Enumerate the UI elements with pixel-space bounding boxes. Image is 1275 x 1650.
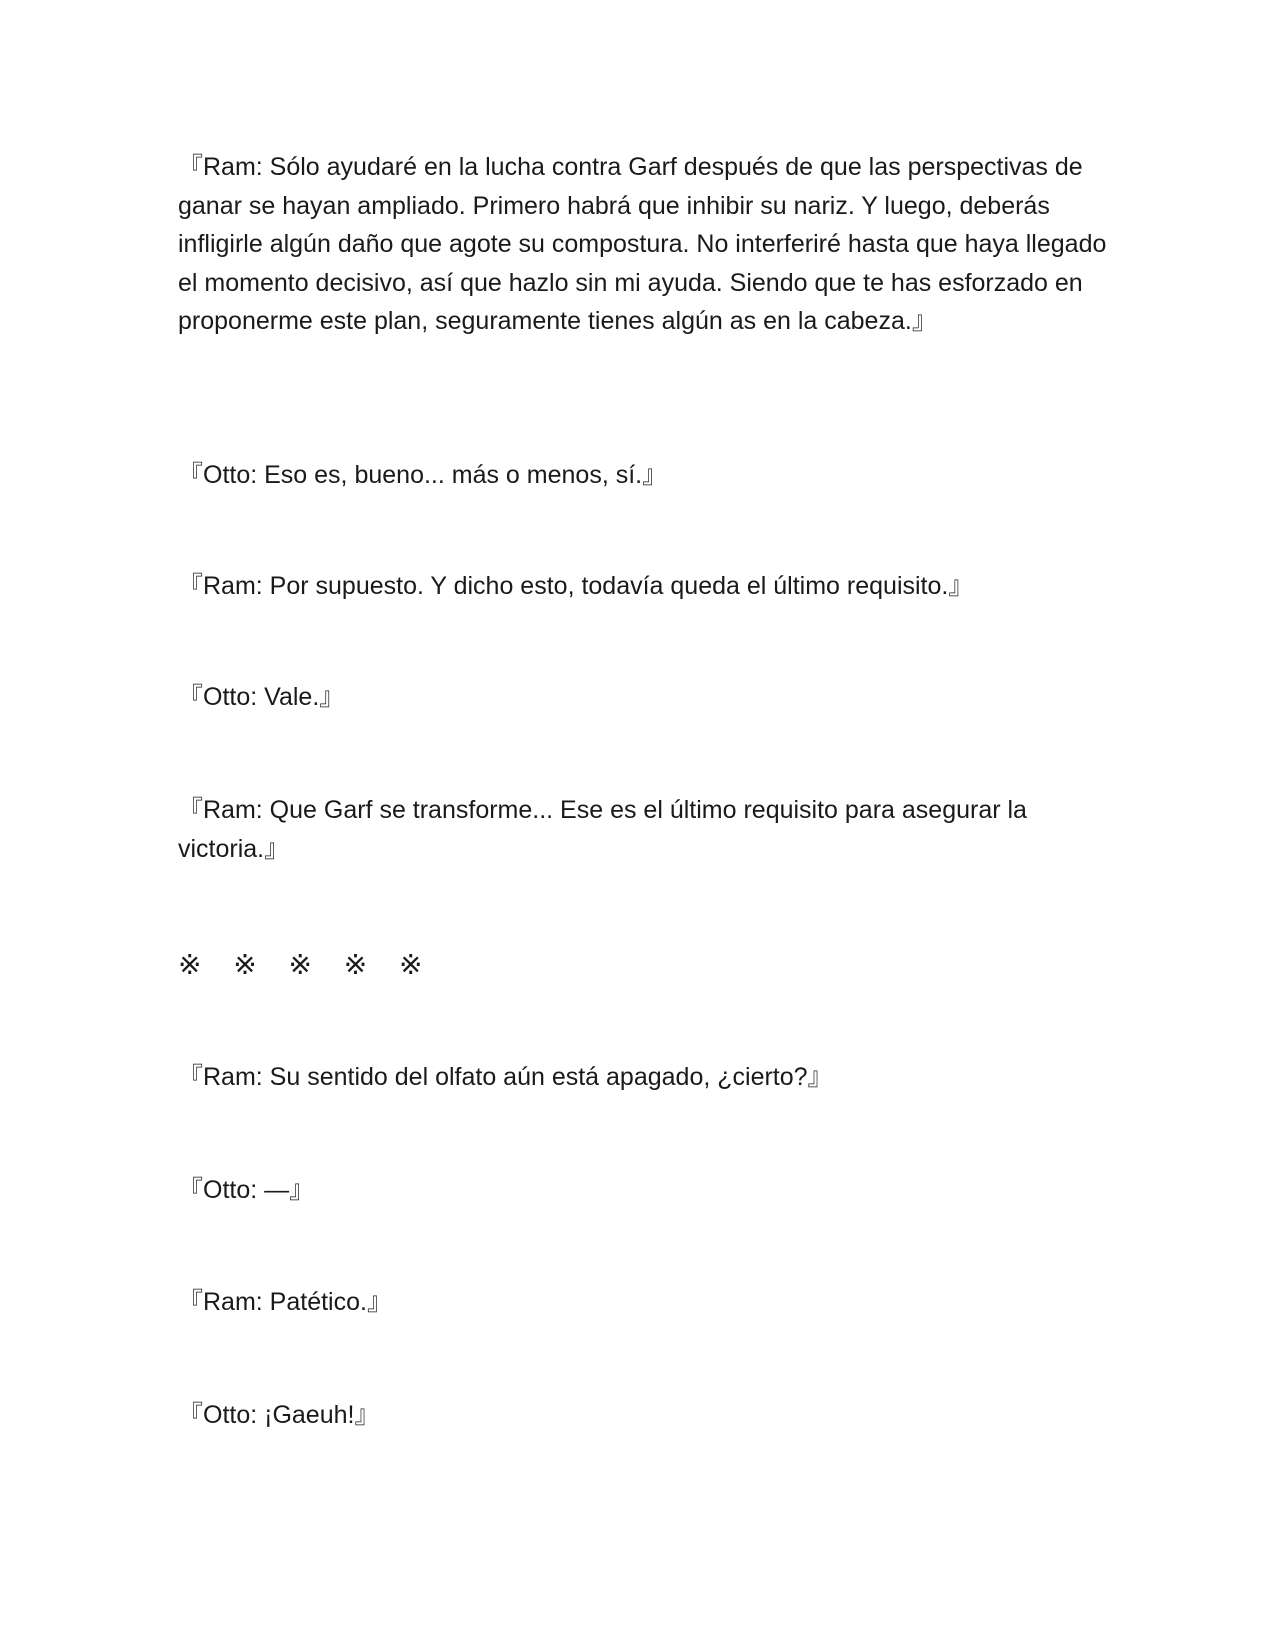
dialogue-otto-2: 『Otto: Vale.』	[178, 683, 345, 711]
dialogue-otto-3: 『Otto: —』	[178, 1176, 315, 1204]
dialogue-ram-3: 『Ram: Que Garf se transforme... Ese es el último requisito para asegurar la victoria.』	[178, 796, 1027, 863]
dialogue-ram-2: 『Ram: Por supuesto. Y dicho esto, todavía queda el último requisito.』	[178, 572, 974, 600]
scene-separator: ※ ※ ※ ※ ※	[178, 949, 425, 980]
dialogue-ram-4: 『Ram: Su sentido del olfato aún está apagado, ¿cierto?』	[178, 1063, 833, 1091]
dialogue-otto-4: 『Otto: ¡Gaeuh!』	[178, 1401, 380, 1429]
dialogue-ram-1: 『Ram: Sólo ayudaré en la lucha contra Garf después de que las perspectivas de ganar se hayan ampliado. Primero habrá que inhibir su nariz. Y luego, deberás infligirle algún daño que agote su compostura. No interferiré hasta que haya llegado el momento decisivo, así que hazlo sin mi ayuda. Siendo que te has esforzado en proponerme este plan, seguramente tienes algún as en la cabeza.』	[178, 153, 1107, 335]
dialogue-otto-1: 『Otto: Eso es, bueno... más o menos, sí.』	[178, 461, 668, 489]
dialogue-ram-5: 『Ram: Patético.』	[178, 1288, 392, 1316]
